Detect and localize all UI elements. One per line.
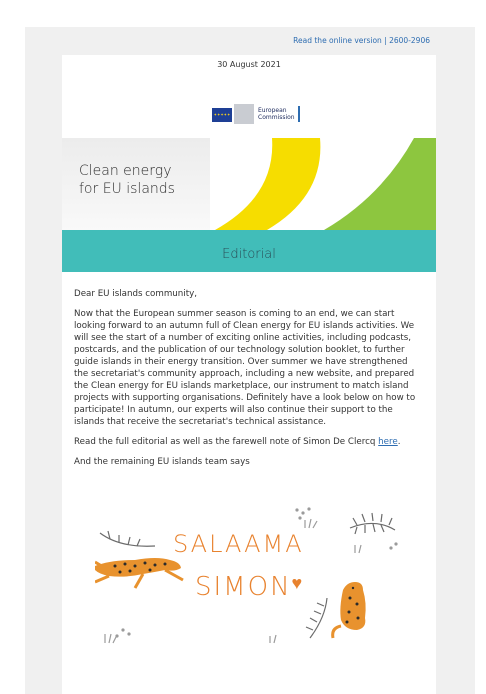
illustration-line2	[195, 572, 304, 602]
logo-text	[258, 107, 295, 121]
logo-text-line2: Commission	[258, 114, 295, 121]
european-commission-logo[interactable]	[212, 104, 302, 126]
newsletter-date: 30 August 2021	[217, 60, 281, 69]
banner-title-line2: for EU islands	[79, 181, 175, 197]
read-more-prefix: Read the full editorial as well as the farewell note of Simon De Clercq	[74, 437, 379, 447]
closing-line: And the remaining EU islands team says	[74, 457, 250, 467]
section-title: Editorial	[222, 247, 276, 262]
heart-icon: ♥	[291, 573, 305, 594]
newsletter-card	[62, 55, 436, 694]
illustration-line2-text: SIMON	[195, 572, 292, 602]
greeting: Dear EU islands community,	[74, 289, 198, 299]
issue-ref-link[interactable]: 2600-2906	[389, 36, 430, 45]
commission-building-icon	[234, 104, 254, 124]
hero-banner	[62, 138, 436, 230]
eu-stars-icon: ✦✦✦✦✦	[213, 112, 231, 117]
leaf-icon-left	[100, 531, 155, 546]
illustration-line1: SALAAMA	[173, 530, 304, 558]
banner-title-line1: Clean energy	[79, 163, 172, 179]
cheetah-running-icon	[95, 558, 183, 588]
read-more-line	[74, 436, 424, 448]
online-version-link[interactable]: Read the online version	[293, 36, 382, 45]
read-more-link[interactable]: here	[378, 437, 398, 447]
link-separator: |	[384, 36, 387, 45]
farewell-illustration	[95, 498, 405, 648]
banner-green-shape	[324, 138, 436, 230]
banner-title	[79, 162, 175, 198]
leaf-icon-top-right	[350, 513, 395, 534]
cheetah-sitting-icon	[333, 582, 366, 638]
top-links	[293, 36, 430, 45]
read-more-suffix: .	[397, 437, 401, 447]
editorial-paragraph: Now that the European summer season is coming to an end, we can start looking forward to an autumn full of Clean energy for EU islands activities. We will see the start of a number of exciting online activities, including podcasts, postcards, and the publication of our technology solution booklet, to further guide islands in their energy transition. Over summer we have strengthened the secretariat's community approach, including a new website, and prepared the Clean energy for EU islands marketplace, our instrument to match island projects with supporting organisations. Definitely have a look below on how to participate! In autumn, our experts will also continue their support to the islands that receive the secretariat's technical assistance.	[74, 309, 416, 427]
editorial-band	[62, 230, 436, 272]
email-background	[25, 27, 475, 694]
logo-text-line1: European	[258, 107, 287, 114]
editorial-body	[74, 288, 424, 476]
leaf-icon-bottom-right	[306, 598, 327, 638]
logo-accent-bar	[298, 106, 300, 122]
